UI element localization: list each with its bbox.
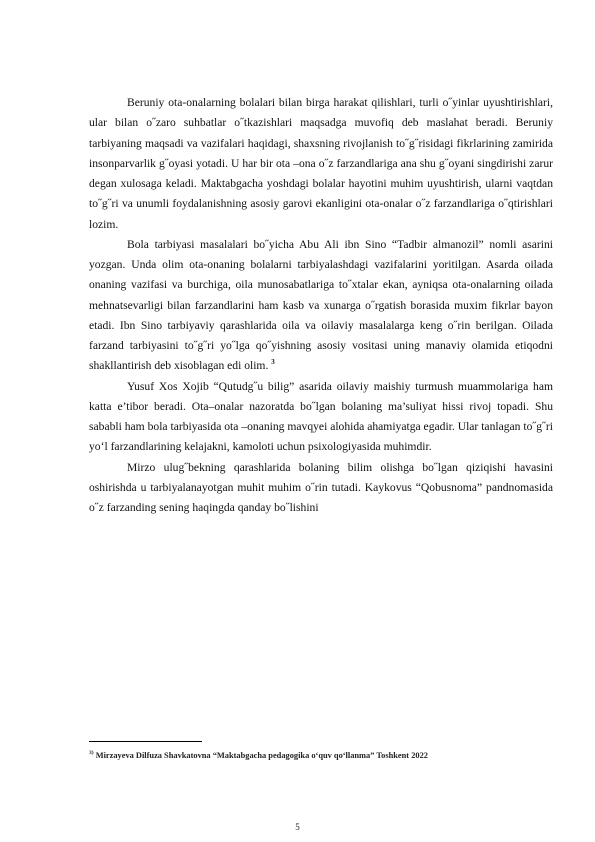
footnote-reference[interactable]: 3 bbox=[271, 358, 275, 367]
footnote bbox=[89, 750, 553, 760]
footnote-text: Mirzayeva Dilfuza Shavkatovna “Maktabgacha pedagogika o‘quv qo‘llanma” Toshkent 2022 bbox=[95, 750, 428, 760]
body-text bbox=[89, 93, 553, 518]
paragraph-3: Yusuf Xos Xojib “Qutudg˝u bilig” asarida oilaviy maishiy turmush muammolariga ham katta e’tibor beradi. Ota–onalar nazoratda bo˝lgan bolaning ma’suliyat hissi rivoj topadi. Shu sababli ham bola tarbiyasida ota –onaning mavqyei alohida ahamiyatga egadir. Ular tanlagan to˝g˝ri yo‘l farzandlarining kelajakni, kamoloti uchun psixologiyasida muhimdir. bbox=[89, 379, 553, 454]
page-number: 5 bbox=[295, 822, 300, 832]
paragraph-2 bbox=[89, 235, 553, 377]
footnote-marker: 3) bbox=[89, 750, 94, 756]
footnote-separator bbox=[89, 741, 202, 742]
paragraph-2-text: Bola tarbiyasi masalalari bo˝yicha Abu Ali ibn Sino “Tadbir almanozil” nomli asarini yozgan. Unda olim ota-onaning bolalarni tarbiyalashdagi vazifalarini yoritilgan. Asarda oilada onaning vazifasi va burchiga, oila munosabatlariga to˝xtalar ekan, ayniqsa ota-onalarning oilada mehnatsevarligi bilan farzandlarini ham kasb va xunarga o˝rgatish borasida muxim fikrlar bayon etadi. Ibn Sino tarbiyaviy qarashlarida oila va oilaviy masalalarga keng o˝rin berilgan. Oilada farzand tarbiyasini to˝g˝ri yo˝lga qo˝yishning asosiy vositasi uning manaviy olamida etiqodni shakllantirish deb xisoblagan edi olim. bbox=[89, 237, 553, 373]
paragraph-1: Beruniy ota-onalarning bolalari bilan birga harakat qilishlari, turli o˝yinlar uyushtirishlari, ular bilan o˝zaro suhbatlar o˝tkazishlari maqsadga muvofiq deb maslahat beradi. Beruniy tarbiyaning maqsadi va vazifalari haqidagi, shaxsning rivojlanish to˝g˝risidagi fikrlarining zamirida insonparvarlik g˝oyasi yotadi. U har bir ota –ona o˝z farzandlariga ana shu g˝oyani singdirishi zarur degan xulosaga keladi. Maktabgacha yoshdagi bolalar hayotini muhim uyushtirish, ularni vaqtdan to˝g˝ri va unumli foydalanishning asosiy garovi ekanligini ota-onalar o˝z farzandlariga o˝qtirishlari lozim. bbox=[89, 96, 553, 231]
paragraph-4: Mirzo ulug˝bekning qarashlarida bolaning bilim olishga bo˝lgan qiziqishi havasini oshirishda u tarbiyalanayotgan muhit muhim o˝rin tutadi. Kaykovus “Qobusnoma” pandnomasida o˝z farzanding sening haqingda qanday bo˝lishini bbox=[89, 460, 553, 514]
